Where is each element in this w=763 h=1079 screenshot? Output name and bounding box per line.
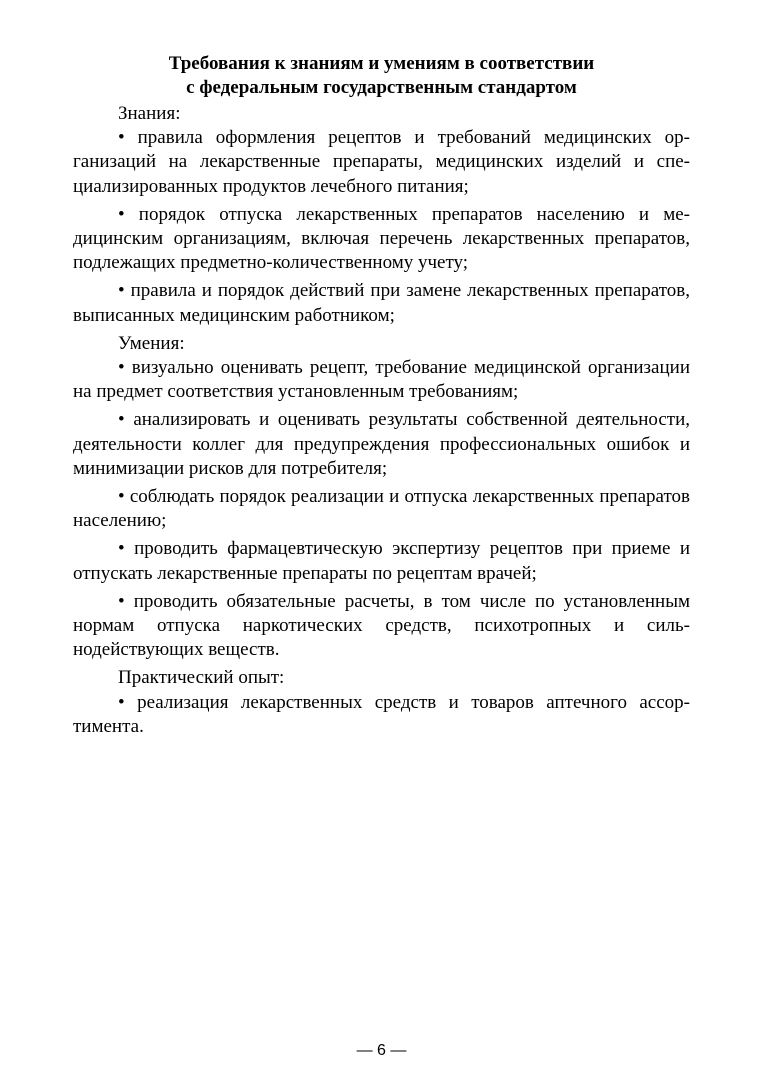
list-item <box>73 408 690 481</box>
list-item-text: визуально оценивать рецепт, требование медицинской организации на предмет соответствия установленным требованиям; <box>73 357 690 403</box>
list-item <box>73 126 690 199</box>
list-item-text: порядок отпуска лекарственных препаратов населению и медицинским организациям, включая перечень лекарственных препаратов, подлежащих предметно-количественному учету; <box>73 203 690 274</box>
section-label-knowledge: Знания: <box>118 103 181 124</box>
list-item <box>73 485 690 533</box>
section-label-practice: Практический опыт: <box>118 667 285 689</box>
list-item-text: правила и порядок действий при замене лекарственных препаратов, выписанных медицинским работником; <box>73 280 690 326</box>
list-item-text: реализация лекарственных средств и товаров аптечного ассортимента. <box>73 691 690 737</box>
bullet-icon: • <box>118 127 125 149</box>
bullet-icon: • <box>118 538 125 560</box>
section-label-skills: Умения: <box>118 332 185 354</box>
document-page <box>73 52 690 743</box>
title-line-2: с федеральным государственным стандартом <box>186 77 577 98</box>
list-item-text: правила оформления рецептов и требований медицинских организаций на лекарственные препараты, медицинских изделий и специализированных продуктов лечебного питания; <box>73 127 690 197</box>
bullet-icon: • <box>118 357 125 379</box>
page-number: — 6 — <box>356 1042 407 1059</box>
list-item-text: проводить обязательные расчеты, в том числе по установленным нормам отпуска наркотических средств, психотропных и сильнодействующих веществ. <box>73 590 691 661</box>
bullet-icon: • <box>118 280 125 302</box>
list-item <box>73 691 690 739</box>
title-line-1: Требования к знаниям и умениям в соответствии <box>168 53 595 74</box>
list-item-text: соблюдать порядок реализации и отпуска лекарственных препаратов населению; <box>73 486 690 532</box>
list-item-text: анализировать и оценивать результаты собственной деятельности, деятельности коллег для предупреждения профессиональных ошибок и минимизации рисков для потребителя; <box>73 409 690 479</box>
list-item <box>73 537 690 585</box>
page-title <box>73 52 690 100</box>
list-item <box>73 203 690 276</box>
bullet-icon: • <box>118 590 125 612</box>
bullet-icon: • <box>118 486 125 508</box>
list-item-text: проводить фармацевтическую экспертизу рецептов при приеме и отпускать лекарственные препараты по рецептам врачей; <box>73 538 690 584</box>
bullet-icon: • <box>118 203 125 225</box>
list-item <box>73 279 690 327</box>
list-item <box>73 590 690 663</box>
bullet-icon: • <box>118 409 125 431</box>
list-item <box>73 356 690 404</box>
bullet-icon: • <box>118 691 125 713</box>
